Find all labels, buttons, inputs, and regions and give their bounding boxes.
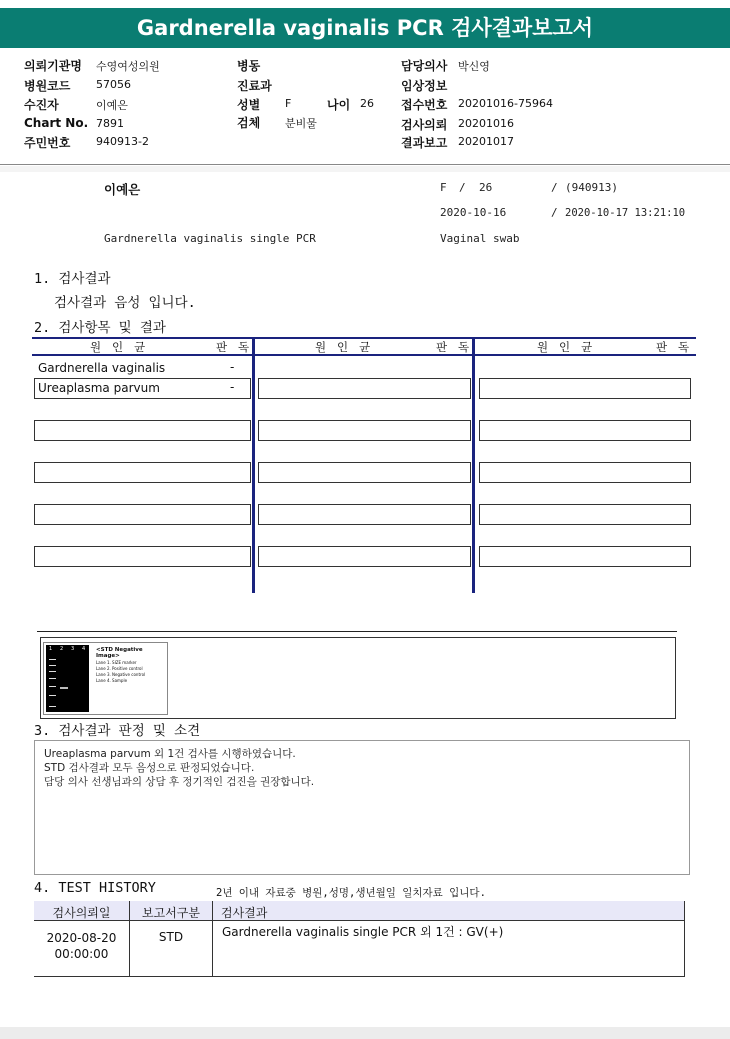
col-pathogen-header: 원 인 균 bbox=[90, 340, 148, 354]
chart-label: Chart No. bbox=[24, 116, 89, 130]
col-result-header: 판 독 bbox=[436, 340, 472, 354]
lane-label: 1 bbox=[49, 646, 53, 652]
report-date-label: 결과보고 bbox=[401, 136, 448, 150]
summary-birth: (940913) bbox=[565, 181, 618, 194]
opinion-box bbox=[34, 740, 690, 875]
gel-legend-item: Lane 3. Negative control bbox=[96, 672, 146, 677]
doctor-value: 박신영 bbox=[458, 60, 490, 73]
gel-legend bbox=[96, 660, 145, 684]
empty-result-box bbox=[258, 420, 471, 441]
age-value: 26 bbox=[360, 97, 374, 110]
gel-top-rule bbox=[37, 631, 677, 632]
summary-sex: F bbox=[440, 181, 447, 194]
request-label: 검사의뢰 bbox=[401, 118, 448, 132]
chart-value: 7891 bbox=[96, 117, 124, 130]
gel-legend-item: Lane 4. Sample bbox=[96, 678, 128, 683]
history-row-result: Gardnerella vaginalis single PCR 외 1건 : GV(+) bbox=[222, 925, 504, 939]
history-right-border bbox=[684, 901, 685, 977]
summary-sep1: / bbox=[459, 181, 466, 194]
history-col-divider bbox=[212, 901, 213, 977]
sex-label: 성별 bbox=[237, 98, 261, 112]
section4-title: 4. TEST HISTORY bbox=[34, 880, 156, 896]
column-divider bbox=[472, 337, 475, 593]
gel-legend-item: Lane 2. Positive control bbox=[96, 666, 143, 671]
summary-sep2: / bbox=[551, 181, 558, 194]
summary-name: 이예은 bbox=[104, 182, 141, 197]
section1-text: 검사결과 음성 입니다. bbox=[54, 295, 196, 311]
gel-band bbox=[49, 659, 56, 660]
col-result-header: 판 독 bbox=[216, 340, 252, 354]
gel-band bbox=[49, 695, 56, 696]
gel-image-panel bbox=[43, 642, 168, 715]
opinion-line: STD 검사결과 모두 음성으로 판정되었습니다. bbox=[44, 762, 255, 774]
gel-legend-item: Lane 1. SIZE marker bbox=[96, 660, 137, 665]
specimen-label: 검체 bbox=[237, 116, 261, 130]
opinion-line: 담당 의사 선생님과의 상담 후 정기적인 검진을 권장합니다. bbox=[44, 776, 315, 788]
gel-band bbox=[49, 706, 56, 707]
gel-title: <STD Negative Image> bbox=[96, 647, 143, 659]
result-row-box bbox=[34, 378, 251, 399]
specimen-value: 분비물 bbox=[285, 117, 317, 130]
ward-label: 병동 bbox=[237, 59, 261, 73]
request-value: 20201016 bbox=[458, 117, 514, 130]
report-title: Gardnerella vaginalis PCR 검사결과보고서 bbox=[0, 8, 730, 48]
col-result-header: 판 독 bbox=[656, 340, 692, 354]
sex-value: F bbox=[285, 97, 292, 110]
lane-label: 4 bbox=[82, 646, 86, 652]
gel-band bbox=[60, 687, 68, 689]
empty-result-box bbox=[34, 420, 251, 441]
empty-result-box bbox=[258, 462, 471, 483]
rrn-value: 940913-2 bbox=[96, 135, 149, 148]
result-row-name: Ureaplasma parvum bbox=[38, 381, 160, 395]
hospital-code-value: 57056 bbox=[96, 78, 131, 91]
clinical-label: 임상정보 bbox=[401, 79, 448, 93]
lane-label: 3 bbox=[71, 646, 75, 652]
history-date: 2020-08-20 bbox=[46, 931, 117, 945]
history-col-date: 검사의뢰일 bbox=[52, 906, 111, 920]
dept-label: 진료과 bbox=[237, 79, 272, 93]
summary-date1: 2020-10-16 bbox=[440, 206, 507, 219]
empty-result-box bbox=[34, 462, 251, 483]
empty-result-box bbox=[479, 462, 691, 483]
history-col-result: 검사결과 bbox=[221, 906, 268, 920]
summary-test: Gardnerella vaginalis single PCR bbox=[104, 232, 316, 245]
gel-electrophoresis-image bbox=[46, 645, 89, 712]
rrn-label: 주민번호 bbox=[24, 136, 71, 150]
header-divider bbox=[0, 164, 730, 165]
receipt-label: 접수번호 bbox=[401, 98, 448, 112]
empty-result-box bbox=[479, 378, 691, 399]
empty-result-box bbox=[258, 378, 471, 399]
section1-title: 1. 검사결과 bbox=[34, 271, 111, 287]
report-date-value: 20201017 bbox=[458, 135, 514, 148]
institution-value: 수영여성의원 bbox=[96, 60, 160, 73]
gel-band bbox=[49, 665, 56, 666]
empty-result-box bbox=[479, 504, 691, 525]
summary-sep3: / bbox=[551, 206, 558, 219]
history-time: 00:00:00 bbox=[54, 947, 109, 961]
empty-result-box bbox=[34, 546, 251, 567]
result-row-name: Gardnerella vaginalis bbox=[38, 361, 166, 375]
doctor-label: 담당의사 bbox=[401, 59, 448, 73]
hospital-code-label: 병원코드 bbox=[24, 79, 71, 93]
section3-title: 3. 검사결과 판정 및 소견 bbox=[34, 723, 201, 739]
history-row-type: STD bbox=[158, 930, 184, 944]
gel-band bbox=[49, 686, 56, 687]
gel-band bbox=[49, 671, 56, 672]
history-row-date bbox=[34, 930, 129, 962]
history-col-type: 보고서구분 bbox=[142, 906, 200, 920]
opinion-line: Ureaplasma parvum 외 1건 검사를 시행하였습니다. bbox=[44, 748, 296, 760]
opinion-text bbox=[44, 747, 314, 789]
result-row-value: - bbox=[230, 380, 235, 394]
col-pathogen-header: 원 인 균 bbox=[537, 340, 595, 354]
empty-result-box bbox=[479, 420, 691, 441]
summary-age: 26 bbox=[479, 181, 493, 194]
patient-label: 수진자 bbox=[24, 98, 59, 112]
summary-date2: 2020-10-17 13:21:10 bbox=[565, 207, 686, 219]
column-divider bbox=[252, 337, 255, 593]
lane-label: 2 bbox=[60, 646, 64, 652]
history-note: 2년 이내 자료중 병원,성명,생년월일 일치자료 입니다. bbox=[216, 887, 486, 899]
gel-band bbox=[49, 678, 56, 679]
summary-specimen: Vaginal swab bbox=[440, 232, 520, 245]
result-row-value: - bbox=[230, 360, 235, 374]
receipt-value: 20201016-75964 bbox=[458, 97, 553, 110]
age-label: 나이 bbox=[327, 98, 351, 112]
empty-result-box bbox=[479, 546, 691, 567]
empty-result-box bbox=[34, 504, 251, 525]
page-bottom-band bbox=[0, 1027, 730, 1039]
col-pathogen-header: 원 인 균 bbox=[315, 340, 373, 354]
section2-title: 2. 검사항목 및 결과 bbox=[34, 320, 166, 336]
header-shadow bbox=[0, 166, 730, 172]
empty-result-box bbox=[258, 546, 471, 567]
institution-label: 의뢰기관명 bbox=[24, 59, 82, 73]
patient-value: 이예은 bbox=[96, 99, 128, 112]
empty-result-box bbox=[258, 504, 471, 525]
